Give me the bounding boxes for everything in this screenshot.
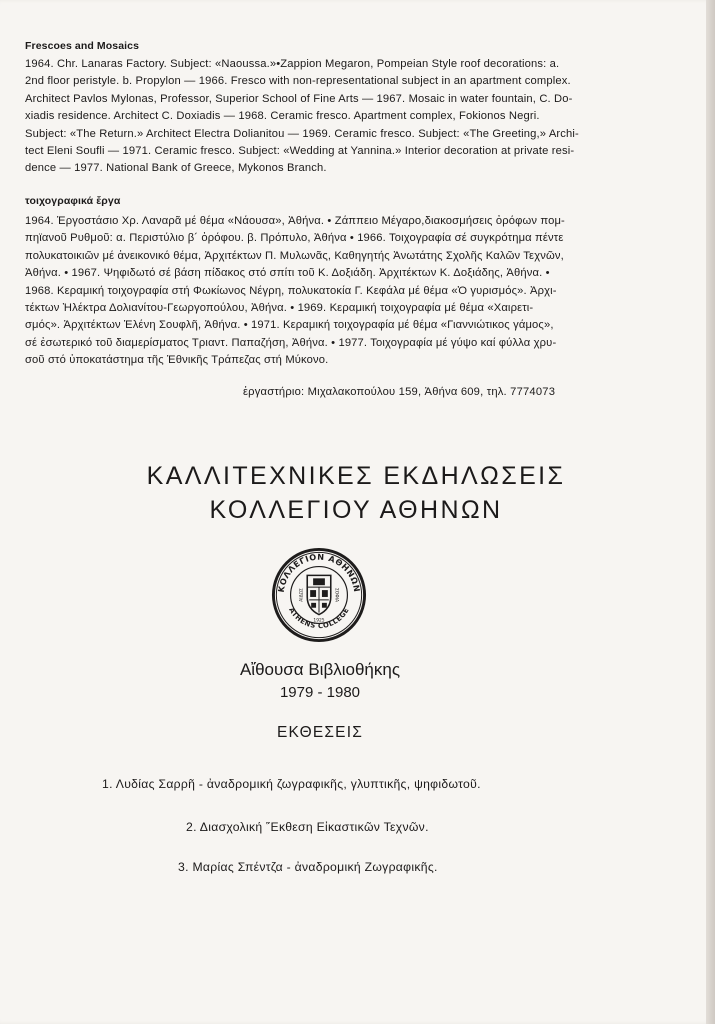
english-line: Architect Pavlos Mylonas, Professor, Superior School of Fine Arts — 1967. Mosaic in water fountain, C. Do-: [25, 92, 573, 105]
english-paragraph: [25, 56, 591, 178]
exhibition-item: 3. Μαρίας Σπέντζα - ἀναδρομική Ζωγραφικῆς.: [178, 860, 438, 874]
greek-line: πολυκατοικιῶν μέ ἀνεικονικό θέμα, Ἀρχιτέκτων Π. Μυλωνᾶς, Καθηγητής Ἀνωτάτης Σχολῆς Καλῶν Τεχνῶν,: [25, 249, 564, 262]
greek-line: σμός». Ἀρχιτέκτων Ἑλένη Σουφλῆ, Ἀθήνα. • 1971. Κεραμική τοιχογραφία μέ θέμα «Γιαννιώτικος γάμος»,: [25, 319, 554, 332]
greek-section-heading: τοιχογραφικά ἔργα: [25, 195, 121, 207]
title-line-1: ΚΑΛΛΙΤΕΧΝΙΚΕΣ ΕΚΔΗΛΩΣΕΙΣ: [146, 462, 566, 490]
seal-bottom-text: ATHENS COLLEGE: [287, 606, 351, 631]
exhibitions-heading: ΕΚΘΕΣΕΙΣ: [276, 724, 363, 741]
greek-paragraph: [25, 213, 595, 370]
greek-line: πηϊανοῦ Ρυθμοῦ: α. Περιστύλιο β´ ὀρόφου. β. Πρόπυλο, Ἀθήνα • 1966. Τοιχογραφία σέ συγκρότημα πέντε: [25, 232, 564, 245]
greek-line: σοῦ στό ὑποκατάστημα τῆς Ἐθνικῆς Τράπεζας στή Μύκονο.: [25, 354, 329, 367]
english-line: xiadis residence. Architect C. Doxiadis — 1968. Ceramic fresco. Apartment complex, Fokionos Negri.: [25, 110, 540, 123]
exhibition-item: 1. Λυδίας Σαρρῆ - ἀναδρομική ζωγραφικῆς, γλυπτικῆς, ψηφιδωτοῦ.: [102, 777, 481, 791]
athens-college-seal: [270, 546, 368, 644]
seal-year: 1925: [313, 618, 325, 624]
greek-line: Ἀθήνα. • 1967. Ψηφιδωτό σέ βάση πίδακος στό σπίτι τοῦ Κ. Δοξιάδη. Ἀρχιτέκτων Κ. Δοξιάδης, Ἀθήνα. •: [25, 267, 550, 280]
english-line: Subject: «The Return.» Architect Electra Dolianitou — 1969. Ceramic fresco. Subject: «The Greeting,» Archi-: [25, 127, 579, 140]
workshop-address: ἐργαστήριο: Μιχαλακοπούλου 159, Ἀθήνα 609, τηλ. 7774073: [243, 386, 556, 398]
seal-top-text: ΚΟΛΛΕΓΙΟΝ ΑΘΗΝΩΝ: [275, 551, 363, 594]
greek-line: 1964. Ἐργοστάσιο Χρ. Λαναρᾶ μέ θέμα «Νάουσα», Ἀθήνα. • Ζάππειο Μέγαρο,διακοσμήσεις ὀρόφων πομ-: [25, 215, 565, 227]
english-line: 2nd floor peristyle. b. Propylon — 1966. Fresco with non-representational subject in an apartment complex.: [25, 75, 571, 88]
english-line: tect Eleni Soufli — 1971. Ceramic fresco. Subject: «Wedding at Yannina.» Interior decoration at private resi-: [25, 145, 575, 158]
exhibition-item: 2. Διασχολική ῞Εκθεση Εἰκαστικῶν Τεχνῶν.: [186, 820, 429, 834]
venue-hall: Αἴθουσα Βιβλιοθήκης: [239, 660, 401, 679]
page-edge: [706, 0, 715, 1024]
seal-left-text: ΑΙΔΩΣ: [299, 588, 305, 602]
greek-line: 1968. Κεραμική τοιχογραφία στή Φωκίωνος Νέγρη, πολυκατοκία Γ. Κεφάλα μέ θέμα «Ὁ γυρισμός». Ἀρχι-: [25, 284, 557, 297]
seal-right-text: ΣΟΦΙΑ: [333, 587, 339, 603]
english-section-heading: Frescoes and Mosaics: [25, 40, 140, 52]
venue-years: 1979 - 1980: [279, 684, 361, 701]
greek-line: σέ ἐσωτερικό τοῦ διαμερίσματος Τριαντ. Παπαζήση, Ἀθήνα. • 1977. Τοιχογραφία μέ γύψο καί φύλλα χρυ-: [25, 336, 557, 349]
english-line: 1964. Chr. Lanaras Factory. Subject: «Naoussa.»•Zappion Megaron, Pompeian Style roof decorations: a.: [25, 58, 560, 70]
title-line-2: ΚΟΛΛΕΓΙΟΥ ΑΘΗΝΩΝ: [209, 496, 503, 524]
english-line: dence — 1977. National Bank of Greece, Mykonos Branch.: [25, 162, 327, 175]
greek-line: τέκτων Ἠλέκτρα Δολιανίτου-Γεωργοπούλου, Ἀθήνα. • 1969. Κεραμική τοιχογραφία μέ θέμα «Χαιρετι-: [25, 302, 534, 315]
